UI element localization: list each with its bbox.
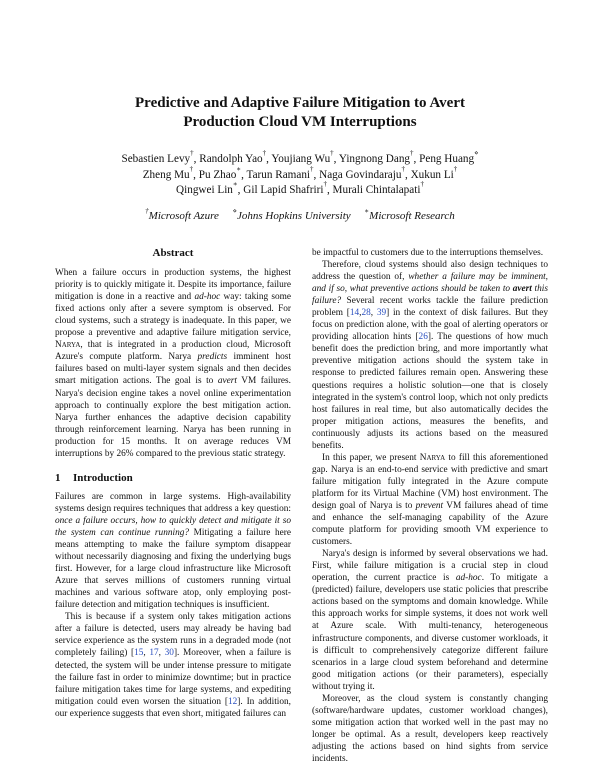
author-name: Qingwei Lin (176, 184, 233, 196)
author-name: Sebastien Levy (121, 153, 191, 165)
right-paragraph-0: be impactful to customers due to the interruptions themselves. (312, 248, 544, 258)
author-mark: † (420, 180, 424, 188)
author-mark: ∗ (232, 180, 238, 188)
author-mark: † (323, 180, 327, 188)
author-mark: † (310, 164, 314, 173)
affiliation-mark: ⋄ (232, 207, 237, 215)
affiliation-mark: † (145, 207, 149, 215)
right-paragraph-4: Moreover, as the cloud system is constantly changing (software/hardware updates, customer workload changes), some mitigation action that worked well in the past may no longer be optimal. As a result, developers keep reactively adjusting the actions based on hind sights from service incidents. (312, 693, 548, 764)
author-mark: † (189, 164, 194, 173)
author-mark: † (453, 164, 458, 173)
author-name: Yingnong Dang (338, 153, 411, 165)
author-name: Zheng Mu (142, 168, 190, 181)
author-mark: † (401, 164, 405, 173)
author-mark: † (330, 149, 334, 157)
author-name: Pu Zhao (198, 168, 237, 181)
title-line-2: Production Cloud VM Interruptions (183, 113, 417, 130)
author-name: Peng Huang (419, 153, 475, 165)
title-line-1: Predictive and Adaptive Failure Mitigation to Avert (135, 95, 465, 111)
citation-link[interactable]: 15 (134, 648, 144, 659)
author-name: Gil Lapid Shafriri (243, 184, 324, 196)
affiliations (0, 207, 600, 222)
abstract-heading: Abstract (152, 247, 194, 259)
author-name: Naga Govindaraju (319, 168, 402, 181)
author-mark: † (262, 149, 267, 157)
citation-link[interactable]: 14 (349, 308, 360, 319)
section-heading-introduction (55, 472, 291, 484)
author-mark: † (410, 149, 414, 157)
affiliation-johns-hopkins: Johns Hopkins University (237, 210, 351, 222)
author-mark: † (190, 149, 194, 157)
author-line-2: Zheng Mu†, Pu Zhao∗, Tarun Ramani†, Naga Govindaraju†, Xukun Li† (142, 164, 458, 181)
right-paragraph-2: In this paper, we present Narya to fill this aforementioned gap. Narya is an end-to-end service with predictive and smart failure mitigation fully integrated in the Azure compute platform for its Virtual Machine (VM) host environment. The design goal of Narya is to prevent VM failures ahead of time and enhance the self-managing capability of the Azure compute platform for providing smooth VM experience to customers. (312, 452, 548, 548)
author-name: Murali Chintalapati (332, 184, 421, 196)
author-name: Randolph Yao (199, 153, 263, 165)
paper-title (0, 94, 600, 131)
citation-link[interactable]: 39 (376, 308, 387, 319)
right-paragraph-3: Narya's design is informed by several observations we had. First, while failure mitigation is a crucial step in cloud operation, the current practice is ad-hoc. To mitigate a (predicted) failure, developers use static policies that prescribe actions based on the symptoms and domain knowledge. While this approach works for simple systems, it does not work well at Azure scale. With multi-tenancy, heterogeneous infrastructure components, and diverse customer workloads, it is difficult to comprehensively categorize different failure scenarios in a large cloud system beforehand and determine good mitigation actions (or their parameters), especially without trying it. (312, 549, 548, 692)
right-column (312, 247, 548, 765)
author-line-1: Sebastien Levy†, Randolph Yao†, Youjiang Wu†, Yingnong Dang†, Peng Huang⋄ (121, 149, 479, 165)
affiliation-microsoft-research: Microsoft Research (369, 210, 455, 222)
right-paragraph-1: Therefore, cloud systems should also design techniques to address the question of, whether a failure may be imminent, and if so, what preventive actions should be taken to avert this failure? Several recent works tackle the failure prediction problem [14,28, 39] in the context of disk failures. But they focus on prediction alone, with the goal of alerting operators or providing allocation hints [26]. The questions of how much benefit does the prediction bring, and more importantly what preventive mitigation actions should the system take in response to predicted failures remain open. Answering these questions requires a holistic solution—one that is closely integrated in the system's control loop, which not only predicts host failures in real time, but also automatically decides the proper mitigation actions, measures the benefits, and continuously adjusts its actions based on the measured benefits. (312, 260, 549, 451)
author-name: Tarun Ramani (246, 168, 311, 181)
intro-paragraph-1: Failures are common in large systems. High-availability systems design requires techniques that address a key question: once a failure occurs, how to quickly detect and mitigate it so the system can continue running? Mitigating a failure here means attempting to make the failure symptom disappear without necessarily diagnosing and fixing the underlying bugs first. However, for a large cloud infrastructure like Microsoft Azure that serves millions of customers running virtual machines and various software atop, only employing post-failure detection and mitigation techniques is insufficient. (55, 491, 291, 611)
section-number: 1 (55, 471, 61, 484)
citation-link[interactable]: 28 (361, 308, 371, 319)
citation-link[interactable]: 17 (149, 648, 159, 659)
intro-paragraph-2: This is because if a system only takes mitigation actions after a failure is detected, users may already be having bad service experience as the system runs in a degraded mode (not completely failing) [15, 17, 30]. Moreover, when a failure is detected, the system will be under intense pressure to mitigate the failure fast in order to minimize downtime; but in practice failure mitigation takes time for large systems, and expediting mitigation could even worsen the situation [12]. In addition, our experience suggests that even short, mitigated failures can (55, 612, 292, 719)
author-mark: ∗ (236, 164, 242, 173)
affiliation-mark: ∗ (364, 207, 370, 215)
author-mark: ⋄ (474, 149, 479, 157)
author-line-3: Qingwei Lin∗, Gil Lapid Shafriri†, Murali Chintalapati† (176, 180, 424, 196)
author-name: Youjiang Wu (271, 153, 331, 165)
citation-link[interactable]: 12 (228, 696, 238, 707)
affiliation-microsoft-azure: Microsoft Azure (148, 210, 219, 222)
left-column (55, 247, 291, 720)
author-list (0, 149, 600, 199)
abstract-text: When a failure occurs in production systems, the highest priority is to quickly mitigate it. Despite its importance, failure mitigation is done in a reactive and ad-hoc way: taking some fixed actions only after a severe symptom is observed. For cloud systems, such a strategy is inadequate. In this paper, we propose a preventive and adaptive failure mitigation service, Narya, that is integrated in a production cloud, Microsoft Azure's compute platform. Narya predicts imminent host failures based on multi-layer system signals and then decides smart mitigation actions. The goal is to avert VM failures. Narya's decision engine takes a novel online experimentation approach to continually explore the best mitigation action. Narya further enhances the adaptive decision capability through reinforcement learning. Narya has been running in production for 15 months. It on average reduces VM interruptions by 26% compared to the previous static strategy. (55, 268, 291, 459)
section-title: Introduction (73, 471, 133, 484)
citation-link[interactable]: 30 (164, 648, 174, 659)
citation-link[interactable]: 26 (418, 332, 428, 343)
author-name: Xukun Li (410, 168, 454, 181)
